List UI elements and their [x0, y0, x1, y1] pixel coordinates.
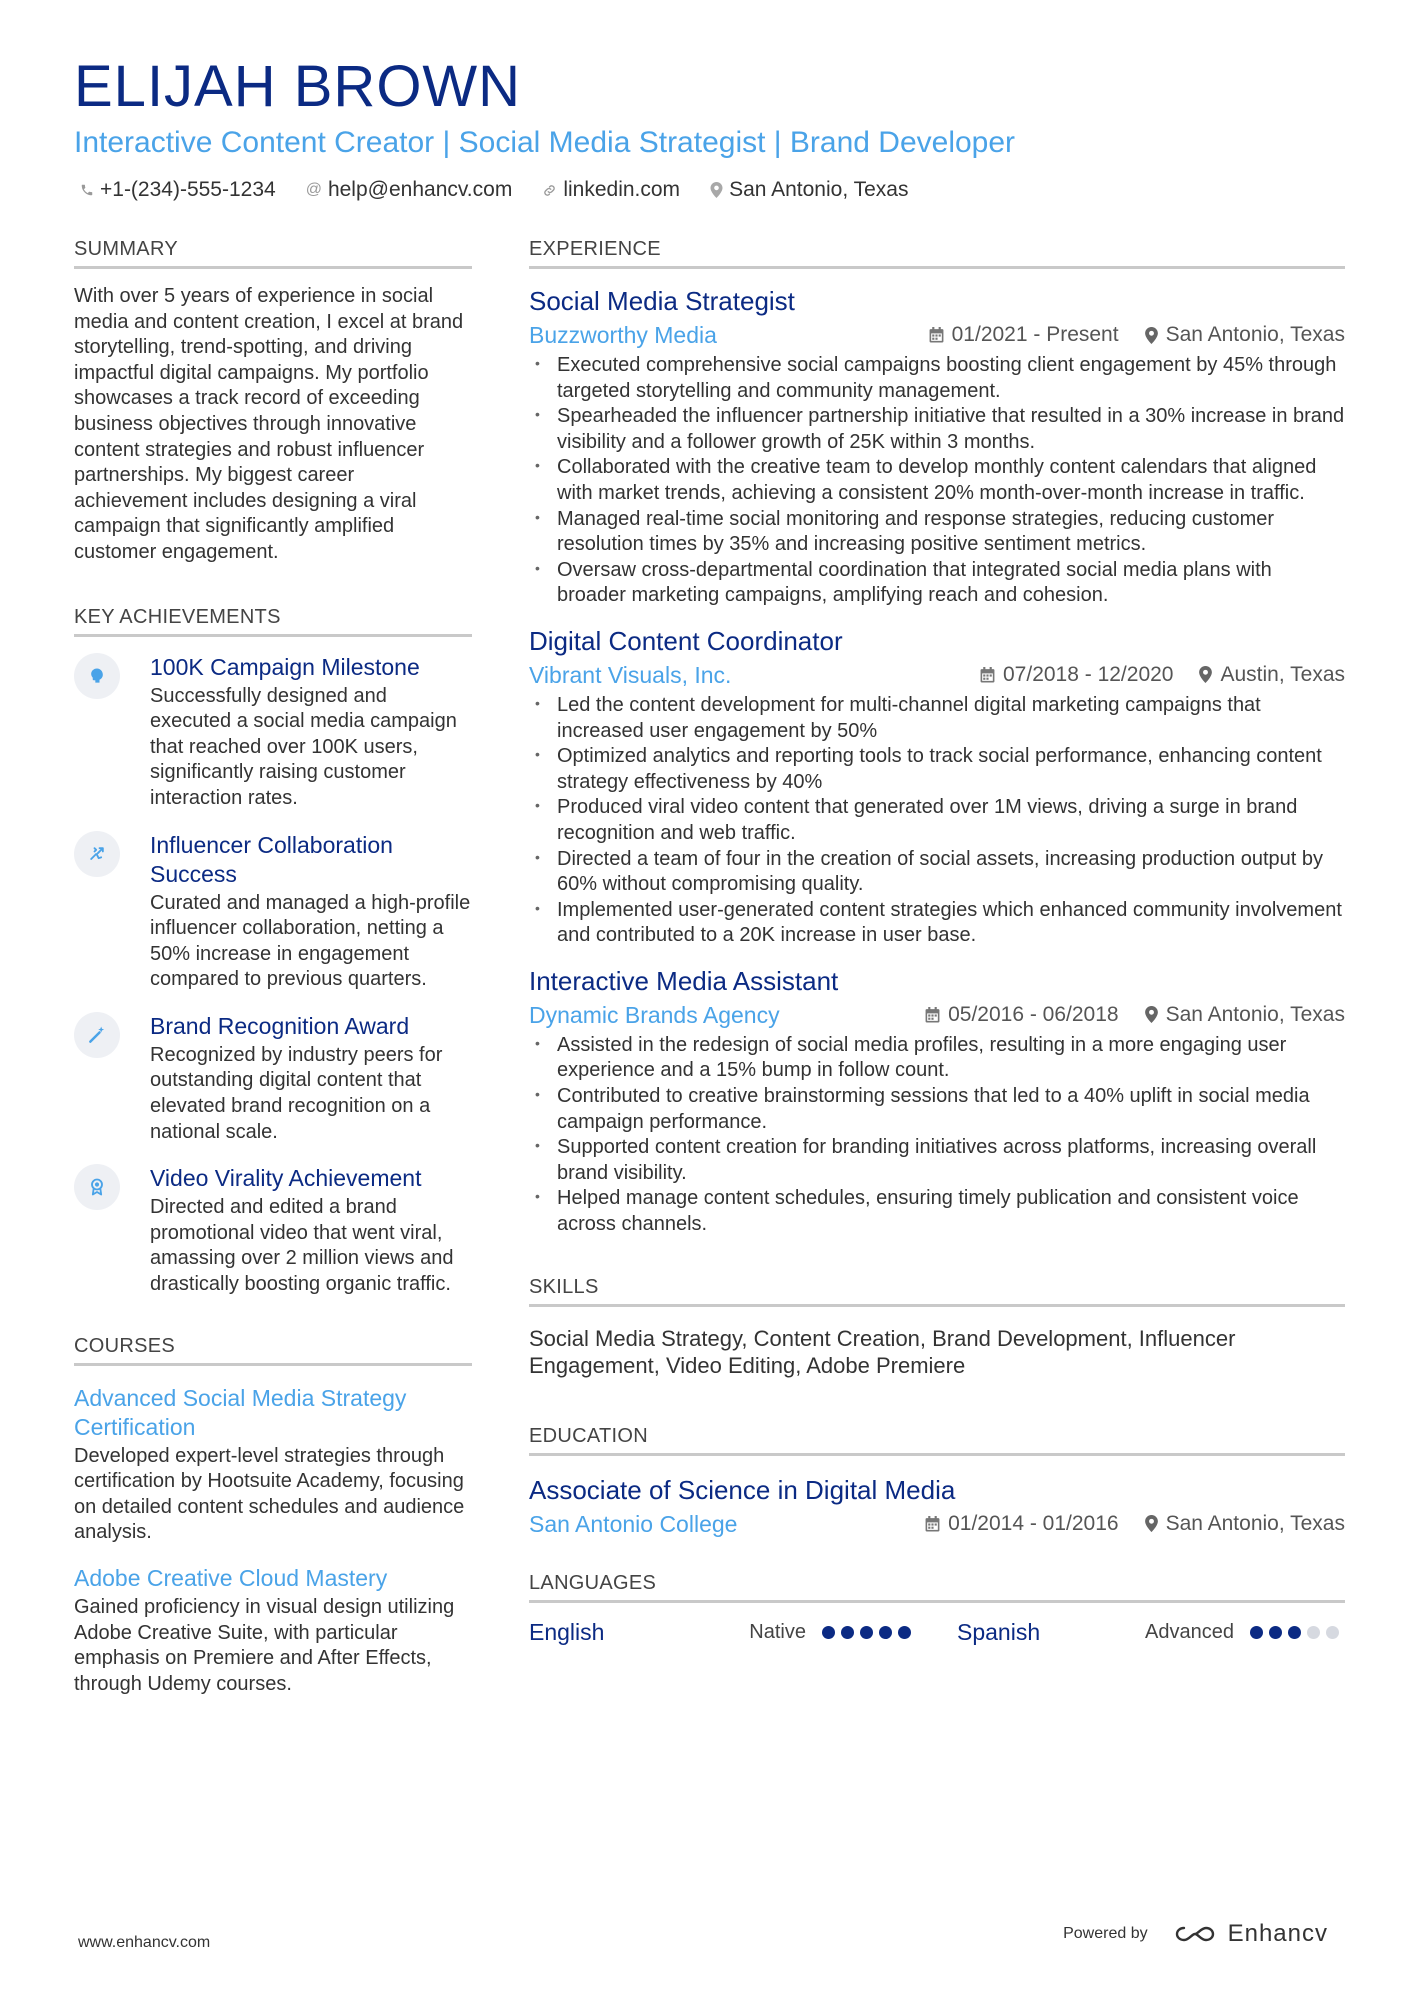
achievement-title: Video Virality Achievement [150, 1165, 422, 1192]
rating-dot-filled [1250, 1626, 1263, 1639]
bullet-item: • Collaborated with the creative team to develop monthly content calendars that aligned with market trends, achieving a consistent 20% month-over-month increase in traffic. [529, 455, 1345, 506]
achievement-desc: Successfully designed and executed a social media campaign that reached over 100K users, significantly raising customer interaction rates. [150, 684, 457, 809]
course-item [74, 1564, 472, 1697]
bullet-item: • Supported content creation for branding initiatives across platforms, increasing overall brand visibility. [529, 1135, 1345, 1186]
language-level: Native [749, 1620, 806, 1643]
achievement-desc: Curated and managed a high-profile influencer collaboration, netting a 50% increase in engagement compared to previous quarters. [150, 891, 471, 991]
job-bullets [529, 353, 1345, 609]
bullet-item: • Contributed to creative brainstorming sessions that led to a 40% uplift in social media campaign performance. [529, 1084, 1345, 1135]
bullet-item: • Oversaw cross-departmental coordination that integrated social media plans with broader marketing campaigns, amplifying reach and cohesion. [529, 558, 1345, 609]
achievement-item [74, 653, 472, 812]
job-company: Dynamic Brands Agency [529, 1001, 780, 1028]
achievement-title: 100K Campaign Milestone [150, 653, 420, 680]
experience-heading: EXPERIENCE [529, 238, 1345, 269]
bullet-item: • Managed real-time social monitoring and response strategies, reducing customer resolution times by 35% and increasing positive sentiment metrics. [529, 507, 1345, 558]
magic-wand-icon [74, 1012, 120, 1058]
at-icon: @ [305, 181, 322, 198]
achievement-desc: Directed and edited a brand promotional video that went viral, amassing over 2 million views and drastically boosting organic traffic. [150, 1196, 454, 1296]
job-company: Vibrant Visuals, Inc. [529, 661, 732, 688]
phone-icon [80, 183, 94, 197]
achievement-item [74, 1012, 472, 1145]
calendar-icon [925, 1516, 940, 1532]
bullet-item: • Spearheaded the influencer partnership initiative that resulted in a 30% increase in brand visibility and a follower growth of 25K within 3 months. [529, 404, 1345, 455]
calendar-icon [925, 1007, 940, 1023]
link-icon [542, 183, 557, 198]
achievement-desc: Recognized by industry peers for outstanding digital content that elevated brand recognition on a national scale. [150, 1043, 443, 1143]
map-pin-icon [1145, 1006, 1158, 1023]
brain-icon [74, 653, 120, 699]
summary-heading: SUMMARY [74, 238, 472, 269]
achievements-list [74, 653, 472, 1298]
contact-location [710, 178, 908, 202]
bullet-item: • Implemented user-generated content strategies which enhanced community involvement and contributed to a 20K increase in user base. [529, 898, 1345, 949]
contact-email-text: help@enhancv.com [327, 178, 513, 201]
education-entry [529, 1474, 1345, 1538]
job-title: Interactive Media Assistant [529, 965, 839, 996]
contact-phone[interactable] [80, 178, 276, 202]
skills-text: Social Media Strategy, Content Creation, Brand Development, Influencer Engagement, Video Editing, Adobe Premiere [529, 1325, 1236, 1378]
infinity-icon [1172, 1922, 1218, 1946]
award-ribbon-icon [74, 1164, 120, 1210]
contact-location-text: San Antonio, Texas [729, 178, 909, 201]
language-rating [822, 1626, 917, 1639]
job-title: Social Media Strategist [529, 286, 795, 316]
candidate-title: Interactive Content Creator | Social Media Strategist | Brand Developer [74, 126, 1016, 159]
achievements-heading: KEY ACHIEVEMENTS [74, 606, 472, 637]
rating-dot-filled [879, 1626, 892, 1639]
education-location: San Antonio, Texas [1165, 1511, 1345, 1535]
experience-entry [529, 625, 1345, 949]
achievement-title: Influencer Collaboration Success [150, 831, 393, 887]
experience-entry [529, 965, 1345, 1238]
education-dates: 01/2014 - 01/2016 [948, 1511, 1119, 1535]
handshake-icon [74, 831, 120, 877]
bullet-item: • Led the content development for multi-channel digital marketing campaigns that increased user engagement by 50% [529, 693, 1345, 744]
job-location: San Antonio, Texas [1165, 323, 1345, 346]
course-desc: Developed expert-level strategies through certification by Hootsuite Academy, focusing on detailed content schedules and audience analysis. [74, 1444, 465, 1544]
job-title: Digital Content Coordinator [529, 625, 843, 656]
courses-heading: COURSES [74, 1335, 472, 1366]
candidate-name: ELIJAH BROWN [74, 54, 522, 119]
bullet-item: • Assisted in the redesign of social media profiles, resulting in a more engaging user experience and a 15% bump in follow count. [529, 1033, 1345, 1084]
rating-dot-empty [1307, 1626, 1320, 1639]
achievement-item [74, 1164, 472, 1297]
achievement-item [74, 831, 472, 993]
skills-heading: SKILLS [529, 1276, 1345, 1307]
contact-linkedin[interactable] [542, 178, 680, 202]
map-pin-icon [1145, 327, 1158, 344]
language-rating [1250, 1626, 1345, 1639]
job-dates: 07/2018 - 12/2020 [1003, 662, 1174, 686]
rating-dot-filled [822, 1626, 835, 1639]
experience-entry [529, 285, 1345, 609]
right-column [529, 238, 1345, 1646]
school-name: San Antonio College [529, 1510, 738, 1537]
powered-by-text: Powered by [1063, 1925, 1148, 1942]
language-item [957, 1619, 1345, 1646]
course-item [74, 1384, 472, 1546]
job-location: San Antonio, Texas [1165, 1002, 1345, 1026]
calendar-icon [929, 327, 944, 343]
footer-branding [1063, 1920, 1328, 1948]
job-dates: 01/2021 - Present [951, 323, 1119, 346]
bullet-item: • Optimized analytics and reporting tools to track social performance, enhancing content strategy effectiveness by 40% [529, 744, 1345, 795]
contact-linkedin-text: linkedin.com [563, 178, 681, 201]
language-item [529, 1619, 917, 1646]
languages-row [529, 1619, 1345, 1646]
job-location: Austin, Texas [1220, 662, 1345, 686]
map-pin-icon [1145, 1515, 1158, 1532]
course-desc: Gained proficiency in visual design utilizing Adobe Creative Suite, with particular emphasis on Premiere and After Effects, through Udemy courses. [74, 1596, 455, 1695]
bullet-item: • Produced viral video content that generated over 1M views, driving a surge in brand recognition and web traffic. [529, 795, 1345, 846]
left-column [74, 238, 472, 1697]
language-level: Advanced [1145, 1620, 1234, 1643]
rating-dot-empty [1326, 1626, 1339, 1639]
summary-text: With over 5 years of experience in social media and content creation, I excel at brand storytelling, trend-spotting, and driving impactful digital campaigns. My portfolio showcases a track record of exceeding business objectives through innovative content strategies and robust influencer partnerships. My biggest career achievement includes designing a viral campaign that significantly amplified customer engagement. [74, 285, 464, 563]
rating-dot-filled [1288, 1626, 1301, 1639]
rating-dot-filled [898, 1626, 911, 1639]
enhancv-logo[interactable] [1172, 1920, 1328, 1948]
job-bullets [529, 693, 1345, 949]
course-title: Adobe Creative Cloud Mastery [74, 1565, 388, 1591]
course-title: Advanced Social Media Strategy Certification [74, 1384, 407, 1440]
contact-phone-text: +1-(234)-555-1234 [100, 178, 276, 201]
map-pin-icon [710, 182, 723, 198]
contact-email[interactable] [306, 178, 513, 202]
job-dates: 05/2016 - 06/2018 [948, 1002, 1119, 1026]
degree-title: Associate of Science in Digital Media [529, 1474, 956, 1505]
language-name: English [529, 1618, 605, 1645]
bullet-item: • Helped manage content schedules, ensuring timely publication and consistent voice across channels. [529, 1186, 1345, 1237]
job-bullets [529, 1033, 1345, 1238]
map-pin-icon [1199, 666, 1212, 683]
brand-name: Enhancv [1227, 1920, 1328, 1947]
rating-dot-filled [860, 1626, 873, 1639]
rating-dot-filled [841, 1626, 854, 1639]
footer-website[interactable]: www.enhancv.com [78, 1934, 211, 1951]
rating-dot-filled [1269, 1626, 1282, 1639]
calendar-icon [980, 667, 995, 683]
contact-bar [80, 178, 938, 202]
bullet-item: • Directed a team of four in the creation of social assets, increasing production output by 60% without compromising quality. [529, 847, 1345, 898]
education-heading: EDUCATION [529, 1425, 1345, 1456]
bullet-item: • Executed comprehensive social campaigns boosting client engagement by 45% through targeted storytelling and community management. [529, 353, 1345, 404]
job-company: Buzzworthy Media [529, 322, 717, 348]
achievement-title: Brand Recognition Award [150, 1012, 410, 1039]
languages-heading: LANGUAGES [529, 1572, 1345, 1603]
language-name: Spanish [957, 1618, 1041, 1645]
